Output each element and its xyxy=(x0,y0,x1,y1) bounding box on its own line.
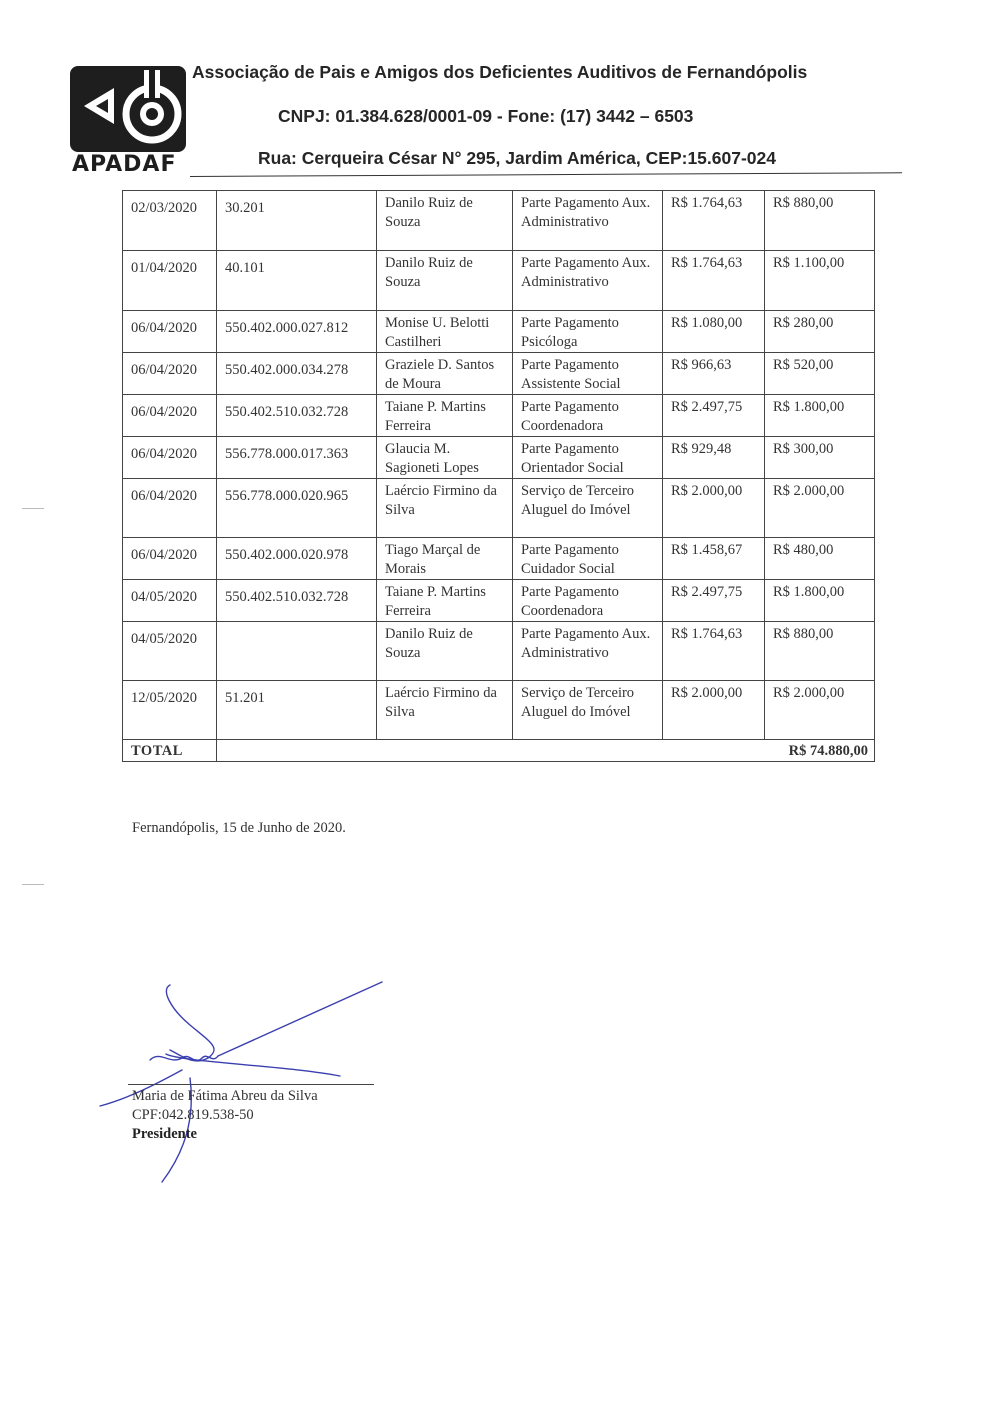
logo-wordmark: APADAF xyxy=(72,152,177,177)
cell-name: Danilo Ruiz de Souza xyxy=(377,251,513,311)
logo-ear-icon xyxy=(70,66,186,152)
signer-role: Presidente xyxy=(132,1126,197,1142)
cell-value: R$ 2.000,00 xyxy=(663,479,765,538)
signer-name: Maria de Fátima Abreu da Silva xyxy=(132,1088,318,1104)
apadaf-logo xyxy=(70,66,188,176)
table-row xyxy=(123,251,875,311)
cell-value: R$ 966,63 xyxy=(663,353,765,395)
cell-name: Glaucia M. Sagioneti Lopes xyxy=(377,437,513,479)
table-row xyxy=(123,395,875,437)
total-value: R$ 74.880,00 xyxy=(217,740,875,762)
cell-value: R$ 2.000,00 xyxy=(663,681,765,740)
cell-name: Graziele D. Santos de Moura xyxy=(377,353,513,395)
cell-paid: R$ 1.800,00 xyxy=(765,395,875,437)
cell-date: 12/05/2020 xyxy=(123,681,217,740)
table-row xyxy=(123,580,875,622)
cell-date: 06/04/2020 xyxy=(123,353,217,395)
cell-date: 04/05/2020 xyxy=(123,580,217,622)
cell-document: 40.101 xyxy=(217,251,377,311)
cell-value: R$ 1.458,67 xyxy=(663,538,765,580)
cell-paid: R$ 2.000,00 xyxy=(765,479,875,538)
table-row xyxy=(123,622,875,681)
cell-description: Parte Pagamento Orientador Social xyxy=(513,437,663,479)
cell-value: R$ 929,48 xyxy=(663,437,765,479)
cell-date: 06/04/2020 xyxy=(123,479,217,538)
cell-document: 550.402.000.027.812 xyxy=(217,311,377,353)
table-row xyxy=(123,681,875,740)
organization-name: Associação de Pais e Amigos dos Deficientes Auditivos de Fernandópolis xyxy=(192,62,808,82)
cell-description: Parte Pagamento Coordenadora xyxy=(513,395,663,437)
cnpj-phone: CNPJ: 01.384.628/0001-09 - Fone: (17) 3442 – 6503 xyxy=(278,106,694,126)
cell-document: 556.778.000.020.965 xyxy=(217,479,377,538)
cell-date: 04/05/2020 xyxy=(123,622,217,681)
cell-paid: R$ 1.100,00 xyxy=(765,251,875,311)
cell-date: 02/03/2020 xyxy=(123,191,217,251)
cell-paid: R$ 880,00 xyxy=(765,622,875,681)
cell-date: 06/04/2020 xyxy=(123,311,217,353)
cell-value: R$ 2.497,75 xyxy=(663,395,765,437)
cell-document: 550.402.510.032.728 xyxy=(217,580,377,622)
cell-paid: R$ 520,00 xyxy=(765,353,875,395)
cell-description: Parte Pagamento Aux. Administrativo xyxy=(513,191,663,251)
cell-value: R$ 1.764,63 xyxy=(663,622,765,681)
place-and-date: Fernandópolis, 15 de Junho de 2020. xyxy=(132,820,346,836)
cell-value: R$ 2.497,75 xyxy=(663,580,765,622)
cell-name: Laércio Firmino da Silva xyxy=(377,479,513,538)
cell-description: Parte Pagamento Coordenadora xyxy=(513,580,663,622)
cell-document xyxy=(217,622,377,681)
cell-description: Parte Pagamento Assistente Social xyxy=(513,353,663,395)
cell-document: 550.402.510.032.728 xyxy=(217,395,377,437)
cell-date: 01/04/2020 xyxy=(123,251,217,311)
cell-description: Parte Pagamento Aux. Administrativo xyxy=(513,622,663,681)
cell-description: Parte Pagamento Cuidador Social xyxy=(513,538,663,580)
table-row xyxy=(123,311,875,353)
handwritten-signature xyxy=(90,970,400,1190)
cell-description: Parte Pagamento Psicóloga xyxy=(513,311,663,353)
cell-date: 06/04/2020 xyxy=(123,437,217,479)
cell-paid: R$ 480,00 xyxy=(765,538,875,580)
cell-name: Danilo Ruiz de Souza xyxy=(377,191,513,251)
cell-document: 30.201 xyxy=(217,191,377,251)
table-row xyxy=(123,538,875,580)
cell-name: Laércio Firmino da Silva xyxy=(377,681,513,740)
cell-paid: R$ 300,00 xyxy=(765,437,875,479)
scan-artifact xyxy=(22,884,44,885)
cell-document: 51.201 xyxy=(217,681,377,740)
address: Rua: Cerqueira César N° 295, Jardim América, CEP:15.607-024 xyxy=(258,148,776,168)
cell-document: 550.402.000.034.278 xyxy=(217,353,377,395)
cell-name: Danilo Ruiz de Souza xyxy=(377,622,513,681)
total-label: TOTAL xyxy=(123,740,217,762)
cell-paid: R$ 1.800,00 xyxy=(765,580,875,622)
cell-value: R$ 1.764,63 xyxy=(663,191,765,251)
cell-description: Parte Pagamento Aux. Administrativo xyxy=(513,251,663,311)
header-divider xyxy=(190,172,902,177)
cell-paid: R$ 2.000,00 xyxy=(765,681,875,740)
signer-cpf: CPF:042.819.538-50 xyxy=(132,1107,254,1123)
payments-table xyxy=(122,190,875,762)
cell-name: Taiane P. Martins Ferreira xyxy=(377,395,513,437)
cell-description: Serviço de Terceiro Aluguel do Imóvel xyxy=(513,681,663,740)
table-row xyxy=(123,437,875,479)
cell-date: 06/04/2020 xyxy=(123,395,217,437)
cell-document: 556.778.000.017.363 xyxy=(217,437,377,479)
table-row xyxy=(123,191,875,251)
cell-value: R$ 1.764,63 xyxy=(663,251,765,311)
table-row xyxy=(123,479,875,538)
cell-paid: R$ 880,00 xyxy=(765,191,875,251)
cell-name: Monise U. Belotti Castilheri xyxy=(377,311,513,353)
cell-date: 06/04/2020 xyxy=(123,538,217,580)
table-row xyxy=(123,353,875,395)
signature-line xyxy=(128,1084,374,1085)
total-row xyxy=(123,740,875,762)
cell-description: Serviço de Terceiro Aluguel do Imóvel xyxy=(513,479,663,538)
cell-value: R$ 1.080,00 xyxy=(663,311,765,353)
cell-paid: R$ 280,00 xyxy=(765,311,875,353)
cell-name: Tiago Marçal de Morais xyxy=(377,538,513,580)
cell-name: Taiane P. Martins Ferreira xyxy=(377,580,513,622)
cell-document: 550.402.000.020.978 xyxy=(217,538,377,580)
logo-emblem xyxy=(70,66,186,152)
scan-artifact xyxy=(22,508,44,509)
